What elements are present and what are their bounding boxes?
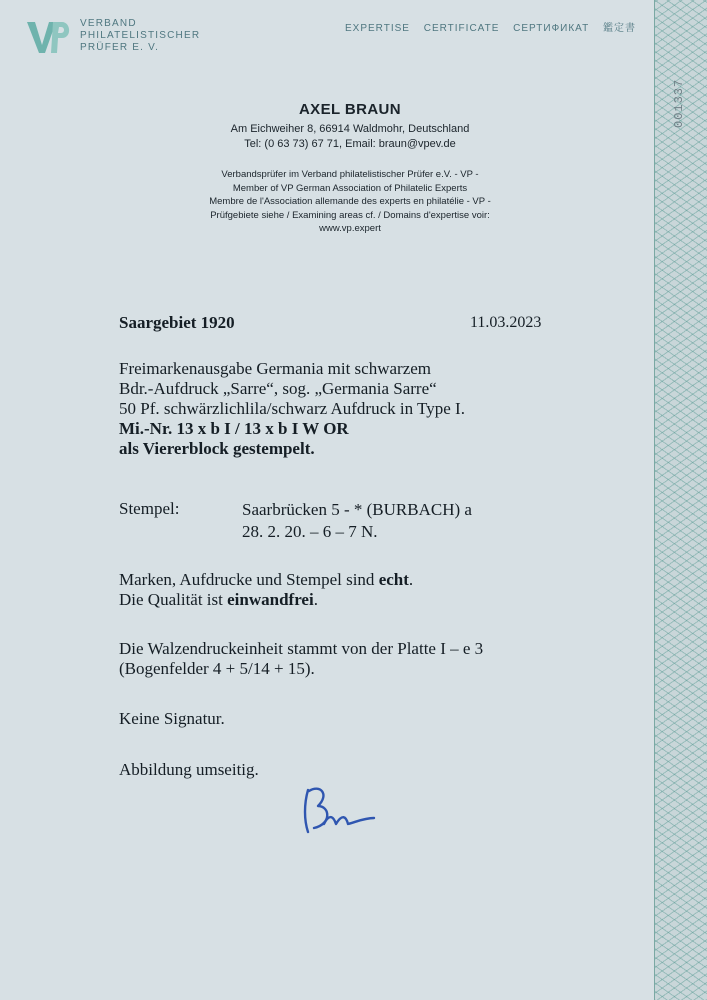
membership-line: Member of VP German Association of Philatelic Experts — [232, 182, 468, 194]
quality-verdict: einwandfrei — [227, 590, 314, 609]
membership-line: Verbandsprüfer im Verband philatelistischer Prüfer e.V. - VP - — [221, 169, 479, 180]
certificate-label-ru: СЕРТИФИКАТ — [513, 23, 590, 34]
period: . — [313, 590, 318, 609]
description-line: 50 Pf. schwärzlichlila/schwarz Aufdruck in Type I. — [119, 399, 465, 418]
association-line: PRÜFER E. V. — [80, 42, 160, 53]
decorative-border — [654, 0, 707, 1000]
certificate-date: 11.03.2023 — [470, 314, 542, 331]
plate-info — [119, 639, 483, 679]
vp-logo-icon — [26, 18, 72, 56]
signature-note: Keine Signatur. — [119, 709, 225, 728]
membership-line: Prüfgebiete siehe / Examining areas cf. / Domains d'expertise voir: — [210, 209, 490, 221]
association-name — [80, 18, 200, 54]
serial-number: 001337 — [672, 78, 686, 128]
certificate-label-en: CERTIFICATE — [423, 23, 500, 34]
description-line: Bdr.-Aufdruck „Sarre“, sog. „Germania Sarre“ — [119, 379, 437, 398]
quality-text: Die Qualität ist — [119, 590, 228, 609]
certificate-label-jp: 鑑定書 — [602, 23, 636, 34]
expert-phone-email: Tel: (0 63 73) 67 71, Email: braun@vpev.de — [244, 138, 456, 150]
plate-line: Die Walzendruckeinheit stammt von der Platte I – e 3 — [119, 639, 484, 658]
certificate-heading — [345, 19, 646, 34]
stamp-line: Saarbrücken 5 - * (BURBACH) a — [242, 500, 472, 519]
authenticity-text: Marken, Aufdrucke und Stempel sind — [119, 570, 379, 589]
association-line: PHILATELISTISCHER — [80, 30, 201, 41]
expert-address: Am Eichweiher 8, 66914 Waldmohr, Deutschland — [230, 123, 470, 135]
block-description: als Viererblock gestempelt. — [119, 439, 315, 458]
stamp-value — [242, 499, 472, 543]
association-line: VERBAND — [80, 18, 137, 29]
website: www.vp.expert — [319, 223, 381, 234]
quality-line — [119, 590, 413, 610]
authenticity-verdict: echt — [378, 570, 409, 589]
expert-name: AXEL BRAUN — [298, 101, 402, 118]
border-divider — [654, 0, 655, 1000]
description-line: Freimarkenausgabe Germania mit schwarzem — [119, 359, 432, 378]
illustration-note: Abbildung umseitig. — [119, 760, 259, 779]
verdict-block — [119, 570, 413, 610]
expert-contact — [140, 122, 560, 152]
stamp-label: Stempel: — [119, 499, 180, 518]
catalog-number: Mi.-Nr. 13 x b I / 13 x b I W OR — [119, 419, 349, 438]
handwritten-signature — [300, 784, 376, 838]
authenticity-line — [119, 570, 413, 590]
plate-line: (Bogenfelder 4 + 5/14 + 15). — [119, 659, 315, 678]
membership-line: Membre de l'Association allemande des experts en philatélie - VP - — [209, 196, 491, 207]
period: . — [408, 570, 414, 589]
stamp-description — [119, 359, 465, 459]
certificate-label-de: EXPERTISE — [345, 23, 410, 34]
certificate-title: Saargebiet 1920 — [119, 313, 235, 332]
stamp-line: 28. 2. 20. – 6 – 7 N. — [242, 522, 378, 541]
expert-membership — [140, 168, 560, 236]
